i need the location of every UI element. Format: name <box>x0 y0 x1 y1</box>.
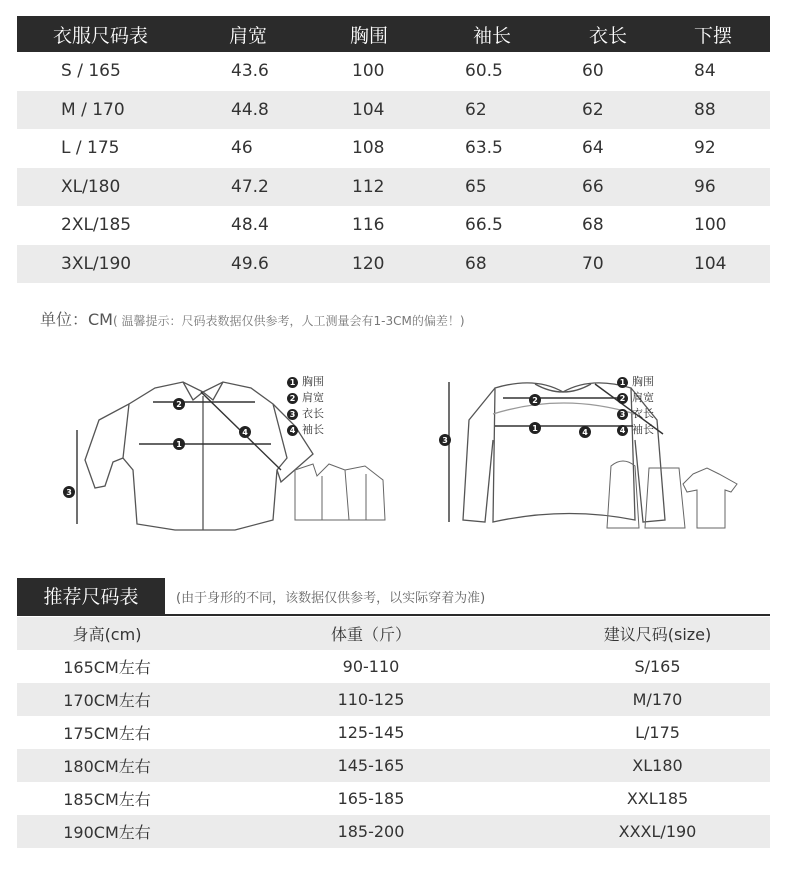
table-cell: 60 <box>582 61 604 82</box>
divider <box>17 614 770 616</box>
table-cell: 90-110 <box>342 657 400 676</box>
sweater-legend <box>617 374 654 438</box>
table-cell: 46 <box>231 138 253 159</box>
header-cell: 身高(cm) <box>72 625 142 644</box>
table-cell: 88 <box>694 99 716 120</box>
unit-tip: ( 温馨提示：尺码表数据仅供参考，人工测量会有1-3CM的偏差！) <box>112 314 465 328</box>
svg-text:3: 3 <box>442 436 448 445</box>
table-row <box>17 683 770 716</box>
number-badge: 3 <box>287 409 298 420</box>
header-cell: 衣服尺码表 <box>53 24 149 47</box>
table-cell: S / 165 <box>61 61 121 82</box>
legend-item: 4 袖长 <box>617 422 654 438</box>
number-badge: 2 <box>287 393 298 404</box>
header-cell: 建议尺码(size) <box>603 625 712 644</box>
table-cell: 96 <box>694 176 716 197</box>
svg-text:4: 4 <box>582 428 588 437</box>
recommend-note: (由于身形的不同，该数据仅供参考，以实际穿着为准) <box>176 591 486 606</box>
header-cell: 胸围 <box>350 24 389 47</box>
recommend-title: 推荐尺码表 <box>17 578 165 616</box>
table-cell: 44.8 <box>231 99 269 120</box>
size-table-header <box>17 16 770 52</box>
table-cell: M / 170 <box>61 99 125 120</box>
table-cell: 64 <box>582 138 604 159</box>
svg-text:2: 2 <box>176 400 182 409</box>
table-cell: 47.2 <box>231 176 269 197</box>
number-badge: 4 <box>617 425 628 436</box>
unit-label: 单位：CM <box>40 310 113 329</box>
table-cell: S/165 <box>634 657 681 676</box>
table-cell: 65 <box>465 176 487 197</box>
table-row <box>17 52 770 91</box>
size-table <box>17 16 770 283</box>
legend-item: 3 衣长 <box>617 406 654 422</box>
sweater-diagram <box>435 370 755 540</box>
shirt-legend <box>287 374 324 438</box>
table-cell: 84 <box>694 61 716 82</box>
table-cell: 165-185 <box>337 789 405 808</box>
legend-item: 1 胸围 <box>617 374 654 390</box>
legend-item: 4 袖长 <box>287 422 324 438</box>
table-cell: 49.6 <box>231 253 269 274</box>
table-cell: 92 <box>694 138 716 159</box>
table-cell: 66.5 <box>465 215 503 236</box>
table-cell: M/170 <box>632 690 683 709</box>
table-cell: 110-125 <box>337 690 405 709</box>
table-row <box>17 206 770 245</box>
legend-item: 1 胸围 <box>287 374 324 390</box>
table-cell: 180CM左右 <box>63 757 151 776</box>
table-cell: XXL185 <box>626 789 689 808</box>
recommend-header <box>17 617 770 650</box>
table-cell: 68 <box>582 215 604 236</box>
legend-item: 2 肩宽 <box>617 390 654 406</box>
recommend-table <box>17 617 770 848</box>
table-cell: 62 <box>465 99 487 120</box>
number-badge: 1 <box>617 377 628 388</box>
svg-text:3: 3 <box>66 488 72 497</box>
table-cell: 104 <box>694 253 727 274</box>
shirt-diagram <box>55 370 395 540</box>
table-cell: 70 <box>582 253 604 274</box>
table-cell: 100 <box>694 215 727 236</box>
table-row <box>17 716 770 749</box>
table-cell: 175CM左右 <box>63 724 151 743</box>
header-cell: 下摆 <box>694 24 733 47</box>
table-row <box>17 168 770 207</box>
header-cell: 袖长 <box>473 24 512 47</box>
table-row <box>17 650 770 683</box>
svg-text:1: 1 <box>532 424 538 433</box>
table-cell: 185CM左右 <box>63 790 151 809</box>
svg-text:2: 2 <box>532 396 538 405</box>
table-cell: 60.5 <box>465 61 503 82</box>
table-cell: 43.6 <box>231 61 269 82</box>
svg-text:4: 4 <box>242 428 248 437</box>
table-cell: 125-145 <box>337 723 405 742</box>
table-row <box>17 749 770 782</box>
table-cell: 120 <box>352 253 385 274</box>
table-row <box>17 91 770 130</box>
table-cell: XL180 <box>632 756 683 775</box>
header-cell: 肩宽 <box>229 24 268 47</box>
svg-text:1: 1 <box>176 440 182 449</box>
table-cell: 108 <box>352 138 385 159</box>
table-cell: 62 <box>582 99 604 120</box>
table-cell: XXXL/190 <box>618 822 697 841</box>
table-row <box>17 129 770 168</box>
table-cell: 185-200 <box>337 822 405 841</box>
table-cell: 63.5 <box>465 138 503 159</box>
table-cell: 190CM左右 <box>63 823 151 842</box>
legend-item: 3 衣长 <box>287 406 324 422</box>
table-cell: 104 <box>352 99 385 120</box>
number-badge: 4 <box>287 425 298 436</box>
table-cell: L/175 <box>635 723 680 742</box>
table-row <box>17 815 770 848</box>
number-badge: 3 <box>617 409 628 420</box>
table-cell: 100 <box>352 61 385 82</box>
number-badge: 1 <box>287 377 298 388</box>
table-cell: L / 175 <box>61 138 120 159</box>
table-cell: 2XL/185 <box>61 215 132 236</box>
header-cell: 体重（斤） <box>330 625 411 644</box>
table-row <box>17 245 770 284</box>
table-cell: 165CM左右 <box>63 658 151 677</box>
table-cell: 3XL/190 <box>61 253 132 274</box>
table-cell: 170CM左右 <box>63 691 151 710</box>
table-cell: 68 <box>465 253 487 274</box>
table-cell: XL/180 <box>61 176 121 197</box>
table-cell: 48.4 <box>231 215 269 236</box>
table-cell: 116 <box>352 215 385 236</box>
table-cell: 66 <box>582 176 604 197</box>
header-cell: 衣长 <box>589 24 628 47</box>
table-cell: 112 <box>352 176 385 197</box>
unit-note <box>40 307 465 330</box>
table-cell: 145-165 <box>337 756 405 775</box>
legend-item: 2 肩宽 <box>287 390 324 406</box>
number-badge: 2 <box>617 393 628 404</box>
table-row <box>17 782 770 815</box>
